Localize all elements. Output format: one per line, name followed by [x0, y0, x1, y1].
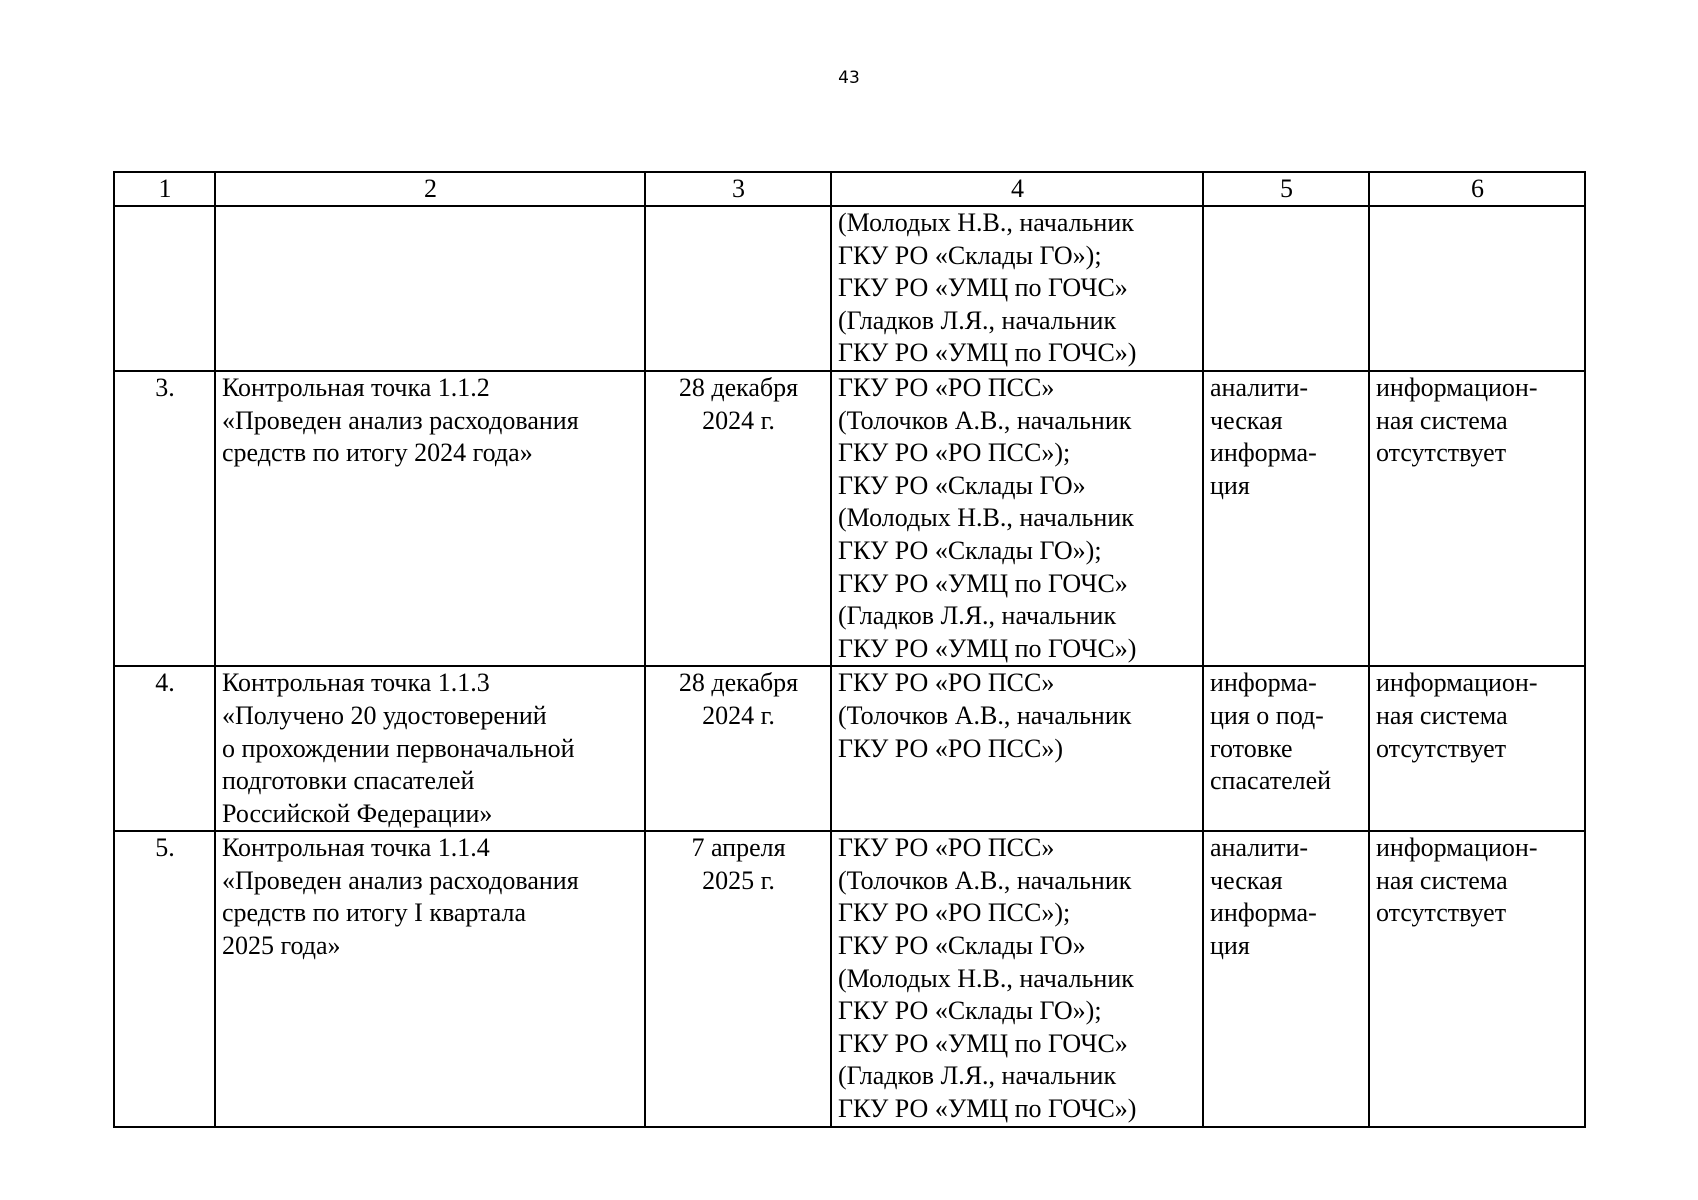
responsible-executor-line: (Толочков А.В., начальник — [838, 405, 1132, 435]
information-system-line: отсутствует — [1376, 438, 1507, 468]
confirming-document — [1203, 371, 1369, 666]
information-system-line: информацион- — [1376, 833, 1538, 863]
table-body — [114, 206, 1585, 1127]
deadline-date — [645, 831, 831, 1126]
responsible-executor-line: ГКУ РО «УМЦ по ГОЧС» — [838, 1028, 1128, 1058]
control-points-table — [113, 171, 1586, 1128]
responsible-executor-line: ГКУ РО «УМЦ по ГОЧС») — [838, 338, 1137, 368]
confirming-document — [1203, 206, 1369, 371]
control-point-name-line: «Проведен анализ расходования — [222, 865, 579, 895]
deadline-date-line: 2025 г. — [702, 865, 775, 895]
control-point-name-line: Контрольная точка 1.1.4 — [222, 833, 490, 863]
deadline-date-line: 28 декабря — [678, 372, 799, 402]
responsible-executor-line: ГКУ РО «РО ПСС» — [838, 372, 1055, 402]
information-system-line: отсутствует — [1376, 733, 1507, 763]
information-system — [1369, 666, 1585, 831]
responsible-executor — [831, 831, 1203, 1126]
responsible-executor-line: (Молодых Н.В., начальник — [838, 503, 1134, 533]
confirming-document-line: ция — [1210, 931, 1250, 961]
deadline-date-line: 2024 г. — [702, 700, 775, 730]
confirming-document-line: ческая — [1210, 405, 1283, 435]
information-system-line: ная система — [1376, 405, 1508, 435]
responsible-executor-line: ГКУ РО «УМЦ по ГОЧС» — [838, 273, 1128, 303]
page-number: 43 — [838, 68, 860, 88]
responsible-executor-line: (Молодых Н.В., начальник — [838, 963, 1134, 993]
confirming-document-line: информа- — [1210, 898, 1317, 928]
information-system — [1369, 371, 1585, 666]
responsible-executor-line: ГКУ РО «УМЦ по ГОЧС») — [838, 633, 1137, 663]
confirming-document-line: готовке — [1210, 733, 1293, 763]
control-point-name-line: «Проведен анализ расходования — [222, 405, 579, 435]
confirming-document-line: аналити- — [1210, 833, 1309, 863]
control-point-name — [215, 666, 645, 831]
responsible-executor-line: ГКУ РО «Склады ГО» — [838, 470, 1086, 500]
responsible-executor-line: (Толочков А.В., начальник — [838, 865, 1132, 895]
confirming-document-line: информа- — [1210, 438, 1317, 468]
deadline-date — [645, 206, 831, 371]
table-header — [114, 172, 1585, 206]
deadline-date-line: 2024 г. — [702, 405, 775, 435]
table-row — [114, 371, 1585, 666]
deadline-date — [645, 666, 831, 831]
deadline-date-line: 28 декабря — [678, 668, 799, 698]
information-system-line: информацион- — [1376, 372, 1538, 402]
information-system-line: ная система — [1376, 700, 1508, 730]
control-point-name-line: Контрольная точка 1.1.3 — [222, 668, 490, 698]
responsible-executor-line: ГКУ РО «РО ПСС»); — [838, 438, 1071, 468]
information-system — [1369, 831, 1585, 1126]
responsible-executor — [831, 371, 1203, 666]
responsible-executor-line: (Толочков А.В., начальник — [838, 700, 1132, 730]
header-col-3: 3 — [645, 172, 831, 206]
responsible-executor-line: ГКУ РО «РО ПСС») — [838, 733, 1063, 763]
table-row — [114, 666, 1585, 831]
responsible-executor-line: ГКУ РО «РО ПСС»); — [838, 898, 1071, 928]
header-col-6: 6 — [1369, 172, 1585, 206]
confirming-document — [1203, 666, 1369, 831]
confirming-document-line: ческая — [1210, 865, 1283, 895]
confirming-document-line: ция о под- — [1210, 700, 1324, 730]
responsible-executor-line: (Гладков Л.Я., начальник — [838, 1061, 1117, 1091]
table-row — [114, 206, 1585, 371]
deadline-date-line: 7 апреля — [691, 833, 786, 863]
header-col-1: 1 — [114, 172, 215, 206]
table-row — [114, 831, 1585, 1126]
control-point-name-line: средств по итогу 2024 года» — [222, 438, 533, 468]
control-point-name-line: о прохождении первоначальной — [222, 733, 575, 763]
row-number — [114, 206, 215, 371]
responsible-executor-line: ГКУ РО «Склады ГО»); — [838, 996, 1102, 1026]
confirming-document-line: ция — [1210, 470, 1250, 500]
control-point-name — [215, 371, 645, 666]
responsible-executor-line: ГКУ РО «Склады ГО»); — [838, 535, 1102, 565]
row-number: 3. — [114, 371, 215, 666]
confirming-document-line: спасателей — [1210, 766, 1332, 796]
information-system-line: ная система — [1376, 865, 1508, 895]
row-number: 5. — [114, 831, 215, 1126]
control-point-name-line: средств по итогу I квартала — [222, 898, 527, 928]
control-point-name-line: «Получено 20 удостоверений — [222, 700, 547, 730]
information-system-line: отсутствует — [1376, 898, 1507, 928]
responsible-executor-line: ГКУ РО «Склады ГО» — [838, 931, 1086, 961]
control-point-name — [215, 206, 645, 371]
confirming-document-line: информа- — [1210, 668, 1317, 698]
information-system — [1369, 206, 1585, 371]
header-col-4: 4 — [831, 172, 1203, 206]
control-point-name-line: Контрольная точка 1.1.2 — [222, 372, 490, 402]
responsible-executor-line: ГКУ РО «РО ПСС» — [838, 833, 1055, 863]
header-col-2: 2 — [215, 172, 645, 206]
responsible-executor — [831, 666, 1203, 831]
responsible-executor — [831, 206, 1203, 371]
information-system-line: информацион- — [1376, 668, 1538, 698]
responsible-executor-line: ГКУ РО «УМЦ по ГОЧС») — [838, 1094, 1137, 1124]
control-point-name-line: 2025 года» — [222, 931, 341, 961]
row-number: 4. — [114, 666, 215, 831]
control-point-name-line: подготовки спасателей — [222, 766, 475, 796]
control-point-name — [215, 831, 645, 1126]
confirming-document-line: аналити- — [1210, 372, 1309, 402]
responsible-executor-line: (Гладков Л.Я., начальник — [838, 601, 1117, 631]
deadline-date — [645, 371, 831, 666]
control-point-name-line: Российской Федерации» — [222, 798, 493, 828]
header-col-5: 5 — [1203, 172, 1369, 206]
header-row — [114, 172, 1585, 206]
responsible-executor-line: (Молодых Н.В., начальник — [838, 208, 1134, 237]
confirming-document — [1203, 831, 1369, 1126]
responsible-executor-line: ГКУ РО «УМЦ по ГОЧС» — [838, 568, 1128, 598]
responsible-executor-line: ГКУ РО «Склады ГО»); — [838, 240, 1102, 270]
responsible-executor-line: (Гладков Л.Я., начальник — [838, 305, 1117, 335]
responsible-executor-line: ГКУ РО «РО ПСС» — [838, 668, 1055, 698]
